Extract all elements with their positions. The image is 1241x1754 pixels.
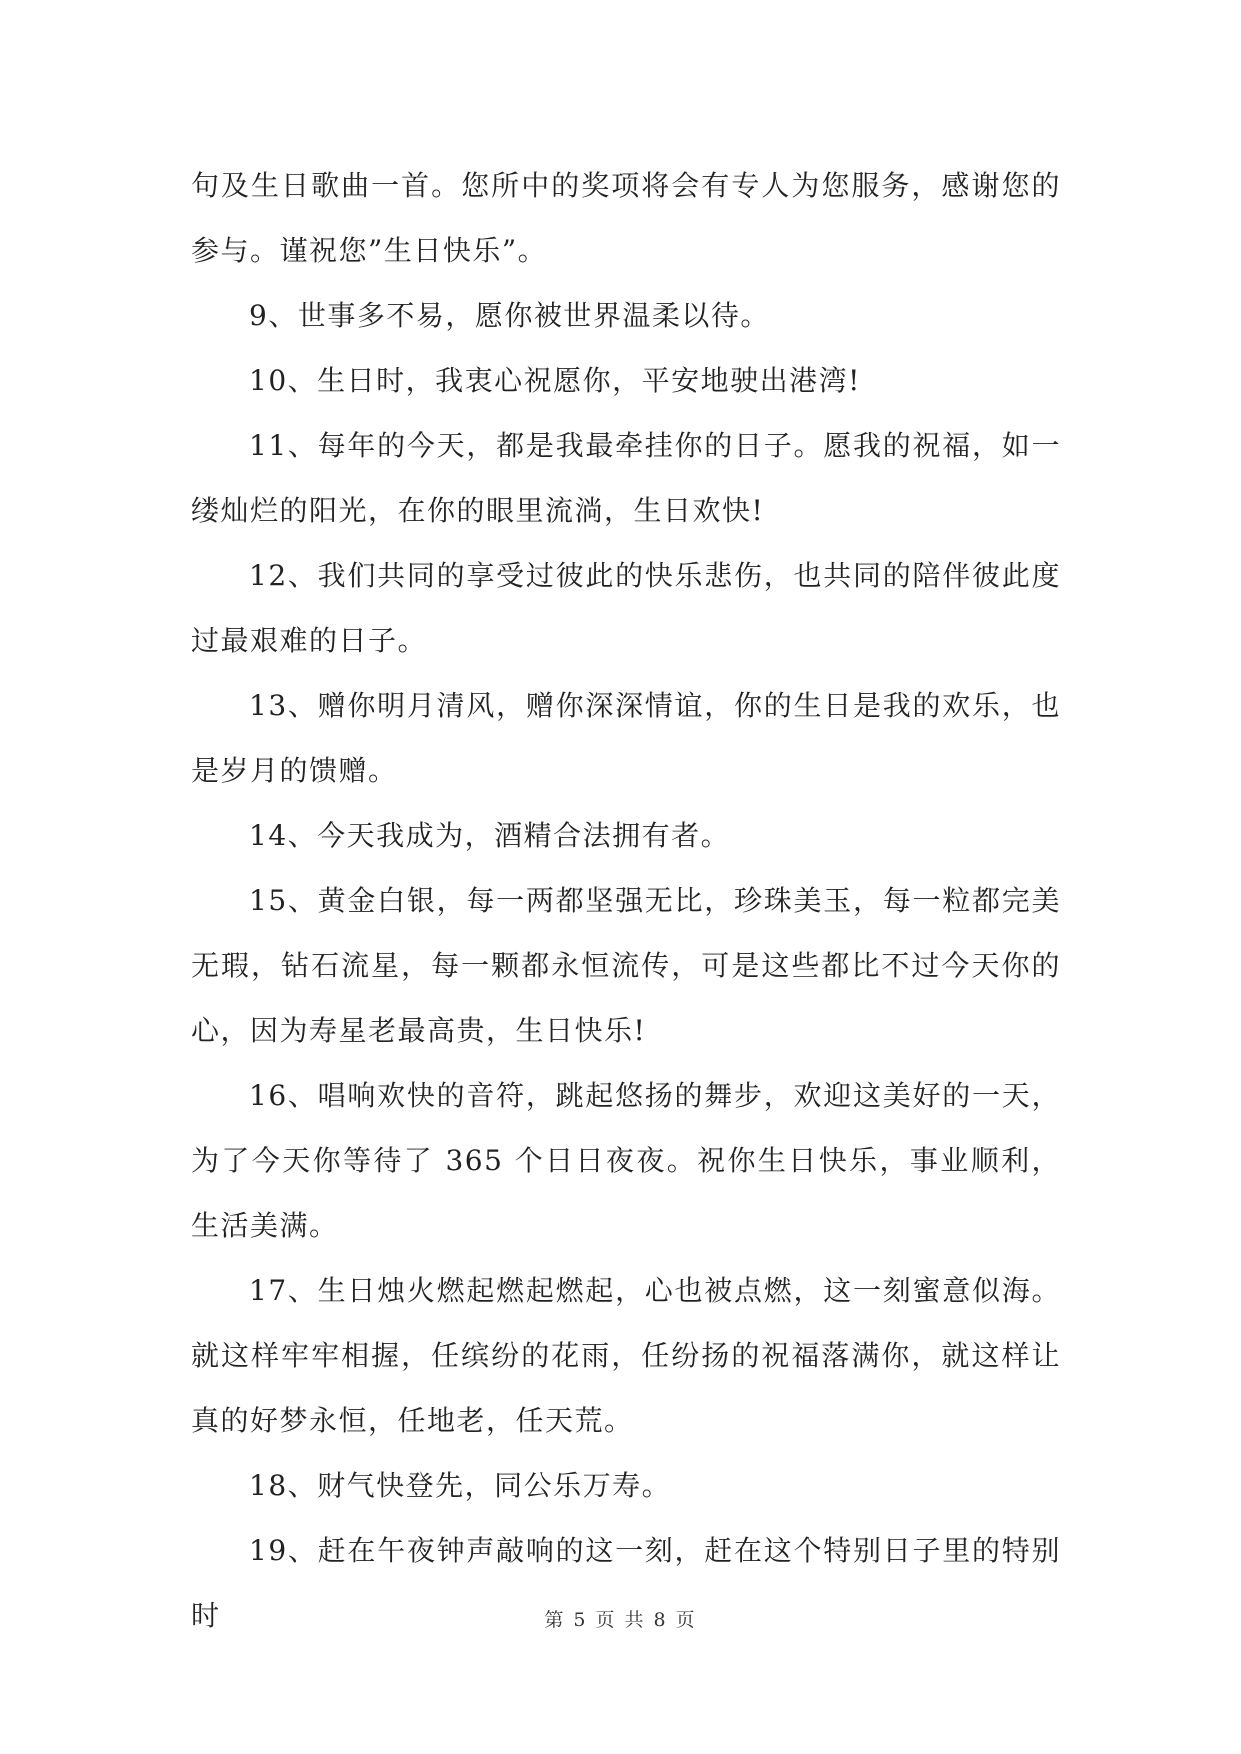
paragraph: 18、财气快登先，同公乐万寿。 bbox=[249, 1469, 672, 1502]
paragraph: 14、今天我成为，酒精合法拥有者。 bbox=[249, 819, 731, 852]
page-number-footer: 第 5 页 共 8 页 bbox=[544, 1609, 697, 1631]
paragraph: 9、世事多不易，愿你被世界温柔以待。 bbox=[249, 299, 770, 332]
paragraph: 13、赠你明月清风，赠你深深情谊，你的生日是我的欢乐，也是岁月的馈赠。 bbox=[191, 689, 1061, 787]
document-body bbox=[191, 153, 1061, 1648]
paragraph: 11、每年的今天，都是我最牵挂你的日子。愿我的祝福，如一缕灿烂的阳光，在你的眼里流淌，生日欢快! bbox=[191, 429, 1061, 527]
paragraph: 19、赶在午夜钟声敲响的这一刻，赶在这个特别日子里的特别时 bbox=[191, 1534, 1061, 1632]
paragraph: 句及生日歌曲一首。您所中的奖项将会有专人为您服务，感谢您的参与。谨祝您”生日快乐”。 bbox=[191, 169, 1061, 267]
paragraph: 10、生日时，我衷心祝愿你，平安地驶出港湾! bbox=[249, 364, 861, 397]
paragraph: 12、我们共同的享受过彼此的快乐悲伤，也共同的陪伴彼此度过最艰难的日子。 bbox=[191, 559, 1061, 657]
paragraph: 17、生日烛火燃起燃起燃起，心也被点燃，这一刻蜜意似海。就这样牢牢相握，任缤纷的花雨，任纷扬的祝福落满你，就这样让真的好梦永恒，任地老，任天荒。 bbox=[191, 1274, 1061, 1437]
paragraph: 15、黄金白银，每一两都坚强无比，珍珠美玉，每一粒都完美无瑕，钻石流星，每一颗都永恒流传，可是这些都比不过今天你的心，因为寿星老最高贵，生日快乐! bbox=[191, 884, 1061, 1047]
paragraph: 16、唱响欢快的音符，跳起悠扬的舞步，欢迎这美好的一天，为了今天你等待了 365 个日日夜夜。祝你生日快乐，事业顺利，生活美满。 bbox=[191, 1079, 1061, 1242]
